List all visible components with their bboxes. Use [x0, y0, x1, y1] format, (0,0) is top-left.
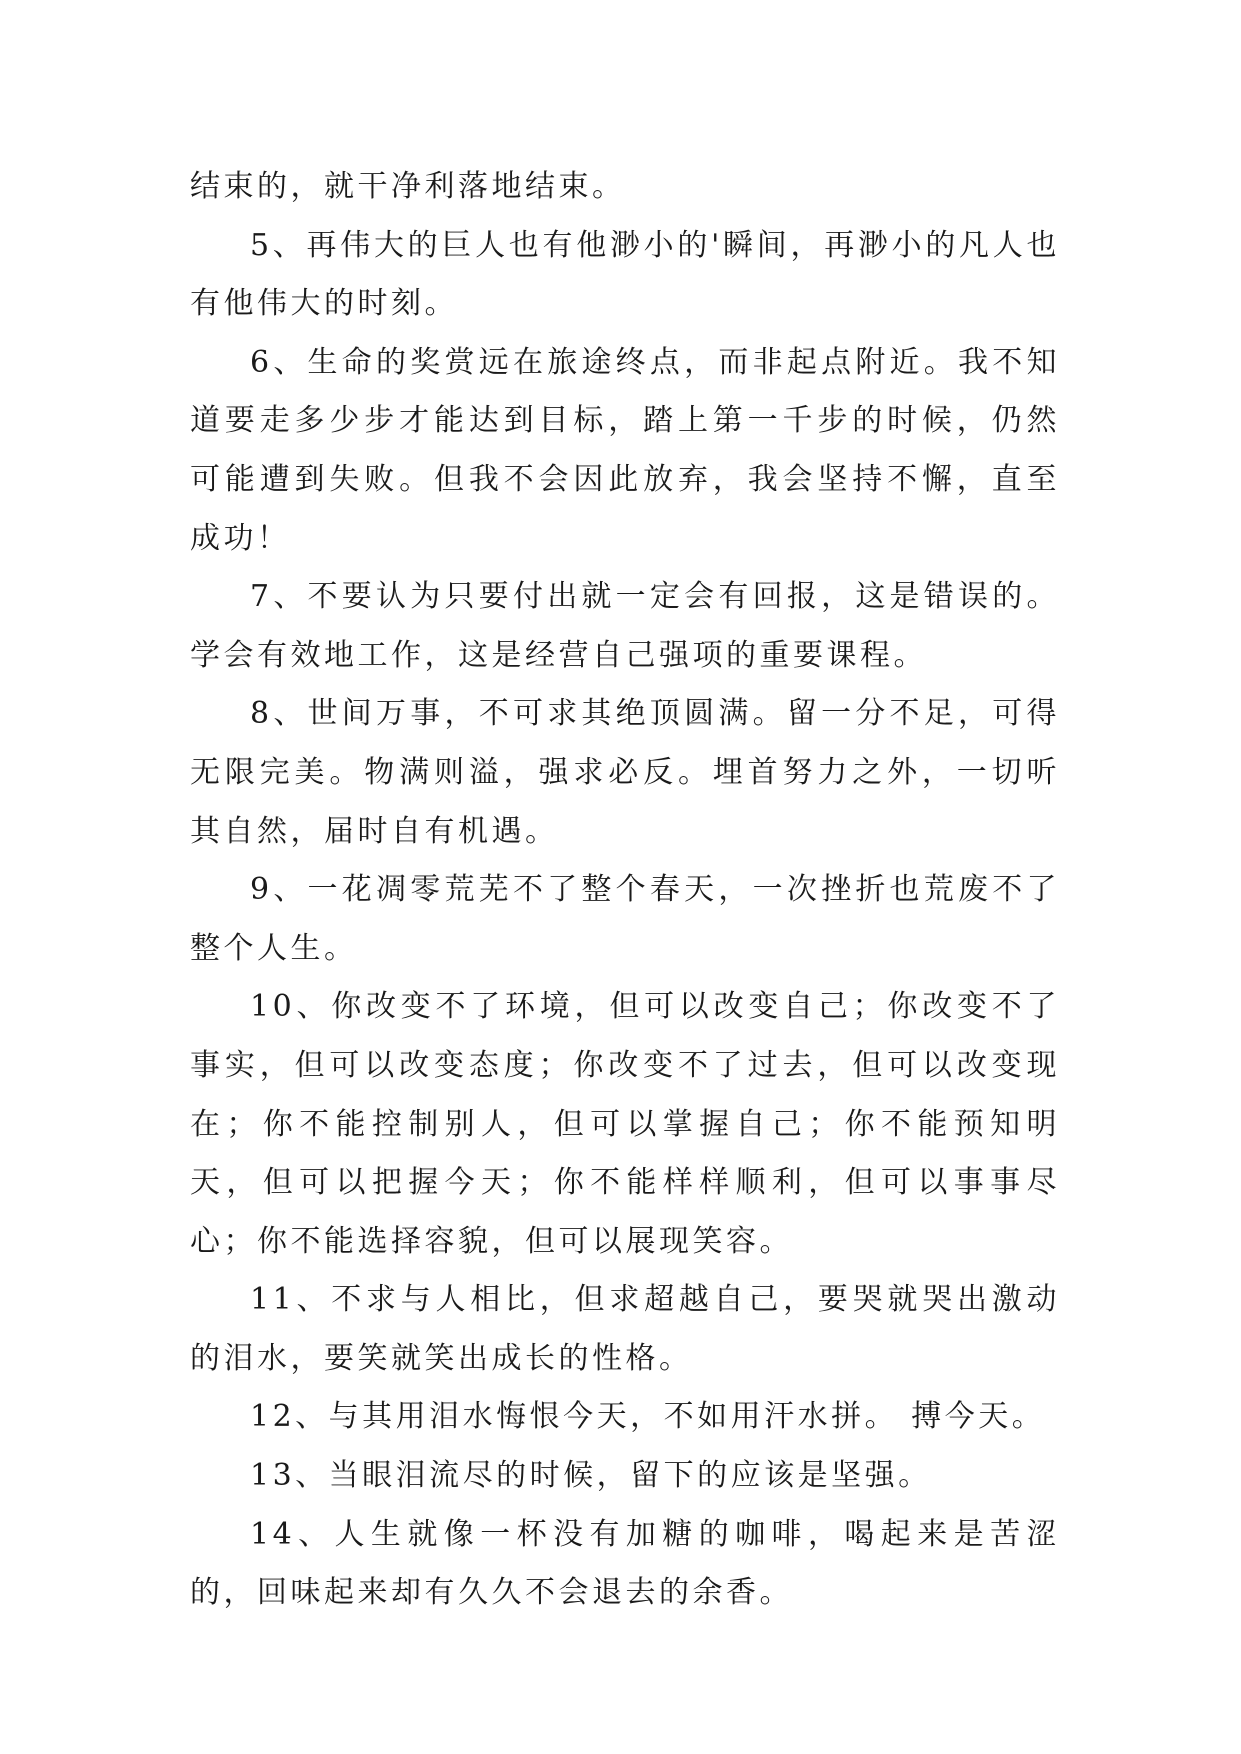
paragraph-13: 13、当眼泪流尽的时候，留下的应该是坚强。	[250, 1458, 932, 1494]
paragraph-continuation: 结束的，就干净利落地结束。	[190, 169, 626, 204]
paragraph-6: 6、生命的奖赏远在旅途终点，而非起点附近。我不知道要走多少步才能达到目标，踏上第一千步的时候，仍然可能遭到失败。但我不会因此放弃，我会坚持不懈，直至成功！	[190, 344, 1060, 556]
paragraph-11: 11、不求与人相比，但求超越自己，要哭就哭出激动的泪水，要笑就笑出成长的性格。	[190, 1282, 1060, 1376]
document-page	[190, 158, 1060, 1623]
paragraph-8: 8、世间万事，不可求其绝顶圆满。留一分不足，可得无限完美。物满则溢，强求必反。埋首努力之外，一切听其自然，届时自有机遇。	[190, 696, 1060, 849]
paragraph-12: 12、与其用泪水悔恨今天，不如用汗水拼。 搏今天。	[250, 1399, 1046, 1435]
paragraph-14: 14、人生就像一杯没有加糖的咖啡，喝起来是苦涩的，回味起来却有久久不会退去的余香。	[190, 1516, 1060, 1611]
paragraph-7: 7、不要认为只要付出就一定会有回报，这是错误的。学会有效地工作，这是经营自己强项的重要课程。	[190, 579, 1060, 673]
paragraph-10: 10、你改变不了环境，但可以改变自己；你改变不了事实，但可以改变态度；你改变不了过去，但可以改变现在；你不能控制别人，但可以掌握自己；你不能预知明天，但可以把握今天；你不能样样顺利，但可以事事尽心；你不能选择容貌，但可以展现笑容。	[190, 989, 1060, 1259]
paragraph-5: 5、再伟大的巨人也有他渺小的'瞬间，再渺小的凡人也有他伟大的时刻。	[190, 227, 1060, 322]
paragraph-9: 9、一花凋零荒芜不了整个春天，一次挫折也荒废不了整个人生。	[190, 872, 1060, 966]
